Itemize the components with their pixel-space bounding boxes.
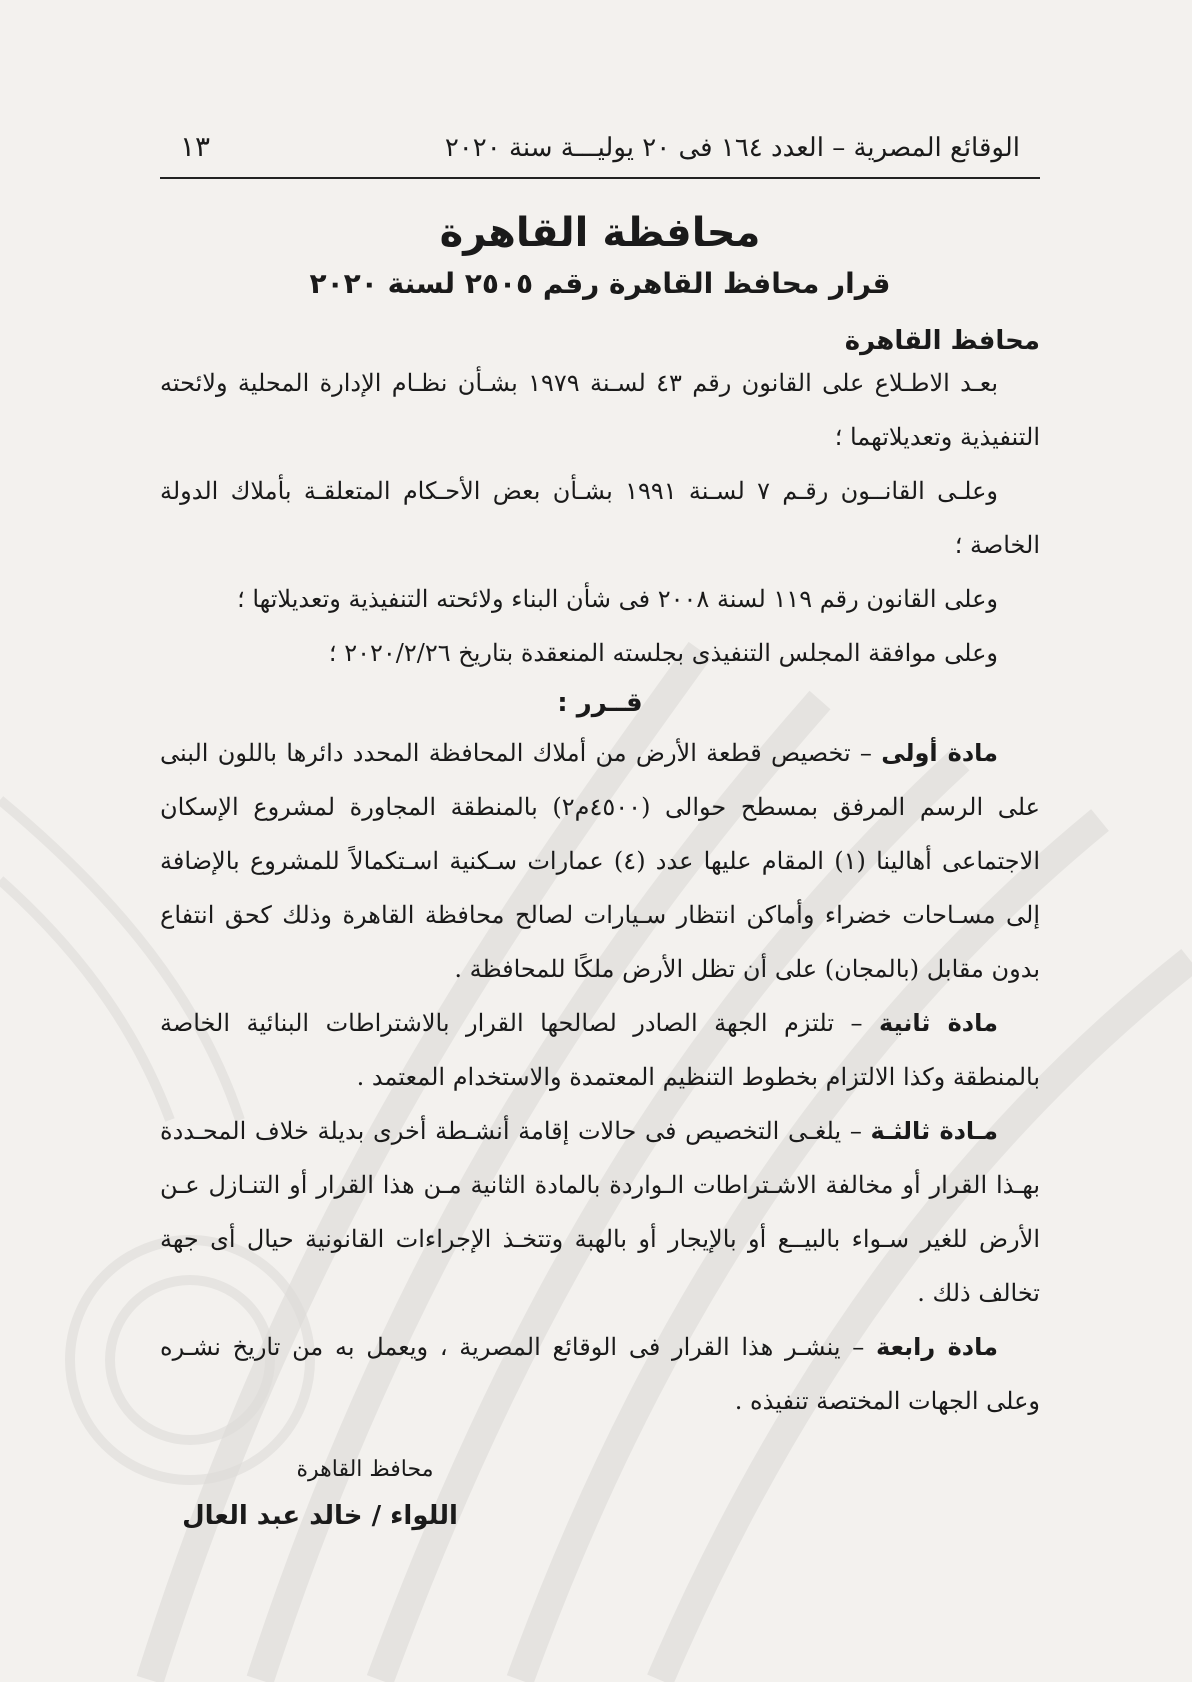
article-heading: مادة أولى xyxy=(881,739,999,767)
article-2 xyxy=(160,996,1040,1104)
article-text: – تخصيص قطعة الأرض من أملاك المحافظة المحدد دائرها باللون البنى على الرسم المرفق بمسطح حوالى (٤٥٠٠م٢) بالمنطقة المجاورة لمشروع الإسكان الاجتماعى أهالينا (١) المقام عليها عدد (٤) عمارات سـكنية اسـتكمالاً للمشروع بالإضافة إلى مسـاحات خضراء وأماكن انتظار سـيارات لصالح محافظة القاهرة وذلك كحق انتفاع بدون مقابل (بالمجان) على أن تظل الأرض ملكًا للمحافظة . xyxy=(160,739,1041,983)
issuer-heading: محافظ القاهرة xyxy=(844,326,1040,356)
article-text: – ينشـر هذا القرار فى الوقائع المصرية ، ويعمل به من تاريخ نشـره وعلى الجهات المختصة تنفيذه . xyxy=(160,1333,1040,1415)
signature-inner xyxy=(160,1450,480,1542)
document-body xyxy=(160,130,1040,1542)
publication-line: الوقائع المصرية – العدد ١٦٤ فى ٢٠ يوليـــة سنة ٢٠٢٠ xyxy=(444,133,1020,163)
article-heading: مادة ثانية xyxy=(879,1009,998,1037)
decree-subtitle: قرار محافظ القاهرة رقم ٢٥٠٥ لسنة ٢٠٢٠ xyxy=(309,267,891,300)
article-heading: مـادة ثالثـة xyxy=(870,1117,999,1145)
preamble xyxy=(160,356,1040,680)
preamble-item: وعلى موافقة المجلس التنفيذى بجلسته المنعقدة بتاريخ ٢٠٢٠/٢/٢٦ ؛ xyxy=(328,639,998,667)
signature-role: محافظ القاهرة xyxy=(296,1457,434,1482)
article-heading: مادة رابعة xyxy=(876,1333,998,1361)
decided-heading: قــرر : xyxy=(557,688,643,718)
page-number: ١٣ xyxy=(180,130,211,163)
article-text: – يلغـى التخصيص فى حالات إقامة أنشـطة أخرى بديلة خلاف المحـددة بهـذا القرار أو مخالفة الاشـتراطات الـواردة بالمادة الثانية مـن هذا القرار أو التنـازل عـن الأرض للغير سـواء بالبيــع أو بالإيجار أو بالهبة وتتخـذ الإجراءات القانونية حيال أى جهة تخالف ذلك . xyxy=(160,1117,1040,1307)
signature-block xyxy=(160,1450,1040,1542)
signature-name: اللواء / خالد عبد العال xyxy=(182,1501,458,1531)
preamble-item: بعـد الاطـلاع على القانون رقم ٤٣ لسـنة ١٩٧٩ بشـأن نظـام الإدارة المحلية ولائحته التنفيذية وتعديلاتهما ؛ xyxy=(160,369,1040,451)
article-3 xyxy=(160,1104,1040,1320)
document-title: محافظة القاهرة xyxy=(439,210,761,256)
article-1 xyxy=(160,726,1040,996)
preamble-item: وعلـى القانــون رقـم ٧ لسـنة ١٩٩١ بشـأن بعض الأحـكام المتعلقـة بأملاك الدولة الخاصة ؛ xyxy=(160,477,1040,559)
article-text: – تلتزم الجهة الصادر لصالحها القرار بالاشتراطات البنائية الخاصة بالمنطقة وكذا الالتزام بخطوط التنظيم المعتمدة والاستخدام المعتمد . xyxy=(160,1009,1040,1091)
article-4 xyxy=(160,1320,1040,1428)
articles xyxy=(160,726,1040,1428)
gazette-header xyxy=(160,130,1040,179)
preamble-item: وعلى القانون رقم ١١٩ لسنة ٢٠٠٨ فى شأن البناء ولائحته التنفيذية وتعديلاتها ؛ xyxy=(237,585,998,613)
